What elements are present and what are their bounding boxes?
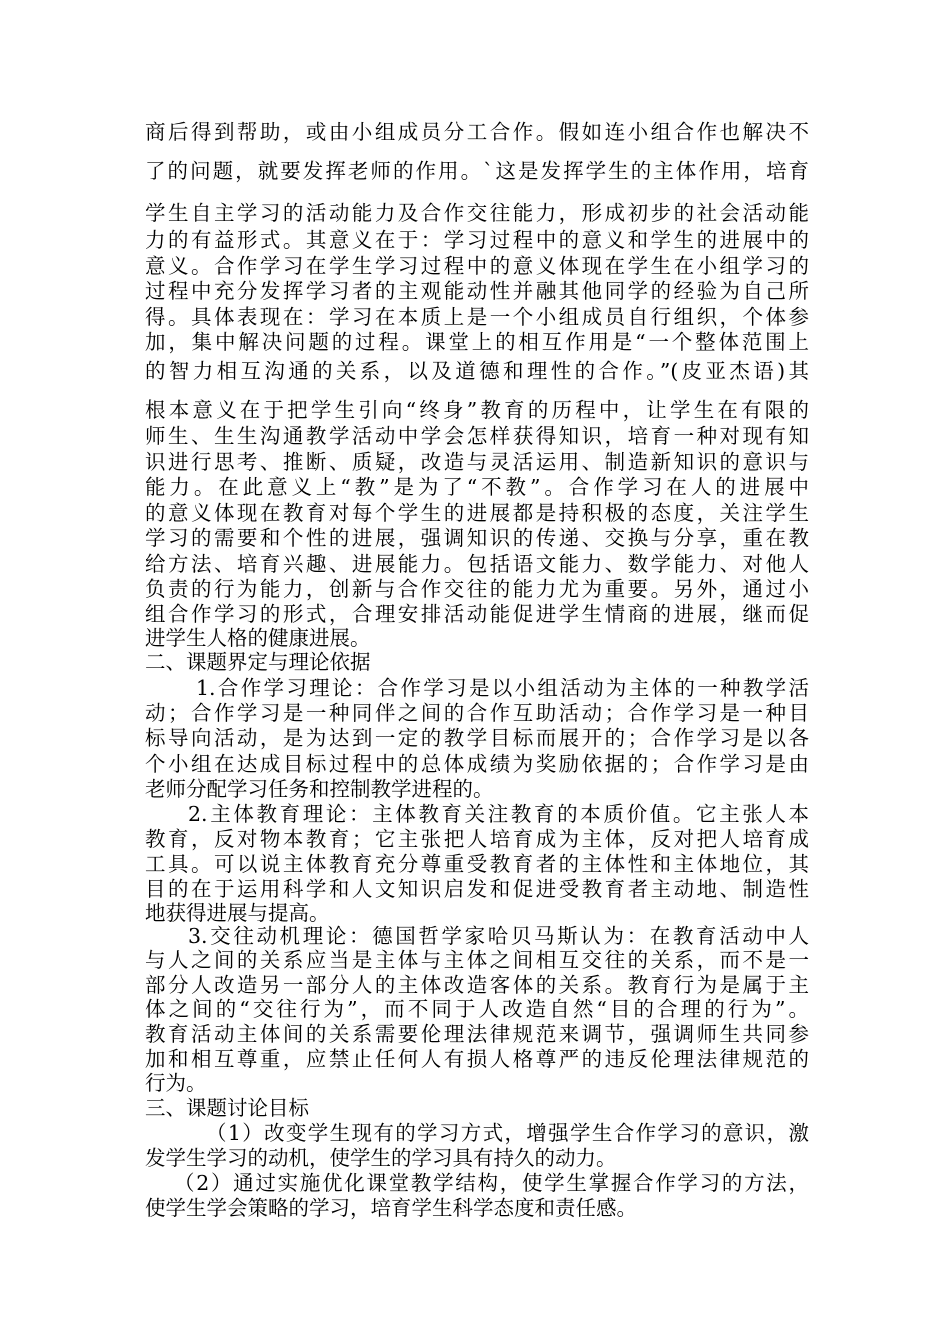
text-line: 得。具体表现在：学习在本质上是一个小组成员自行组织，个体参	[145, 305, 809, 329]
text-line: 部分人改造另一部分人的主体改造客体的关系。教育行为是属于主	[145, 973, 809, 997]
text-line: 3.交往动机理论：德国哲学家哈贝马斯认为：在教育活动中人	[188, 924, 809, 948]
text-line: 老师分配学习任务和控制教学进程的。	[145, 777, 494, 801]
text-line: 教育活动主体间的关系需要伦理法律规范来调节，强调师生共同参	[145, 1022, 809, 1046]
text-line: 的意义体现在教育对每个学生的进展都是持积极的态度，关注学生	[145, 501, 809, 525]
section-heading: 三、课题讨论目标	[145, 1096, 309, 1120]
text-line: 力的有益形式。其意义在于：学习过程中的意义和学生的进展中的	[145, 228, 809, 252]
text-line: 发学生学习的动机，使学生的学习具有持久的动力。	[145, 1146, 617, 1170]
text-line: 了的问题，就要发挥老师的作用。`这是发挥学生的主体作用，培育	[145, 159, 809, 183]
text-line: 师生、生生沟通教学活动中学会怎样获得知识，培育一种对现有知	[145, 424, 809, 448]
text-line: 过程中充分发挥学习者的主观能动性并融其他同学的经验为自己所	[145, 279, 809, 303]
text-line: 学习的需要和个性的进展，强调知识的传递、交换与分享，重在教	[145, 526, 809, 550]
text-line: 工具。可以说主体教育充分尊重受教育者的主体性和主体地位，其	[145, 852, 809, 876]
text-line: 能力。在此意义上“教”是为了“不教”。合作学习在人的进展中	[145, 475, 809, 499]
text-line: 加，集中解决问题的过程。课堂上的相互作用是“一个整体范围上	[145, 330, 809, 354]
text-line: 行为。	[145, 1071, 207, 1095]
text-line: 2.主体教育理论：主体教育关注教育的本质价值。它主张人本	[188, 802, 809, 826]
text-line: 进学生人格的健康进展。	[145, 626, 371, 650]
text-line: 体之间的“交往行为”，而不同于人改造自然“目的合理的行为”。	[145, 997, 809, 1021]
text-line: 目的在于运用科学和人文知识启发和促进受教育者主动地、制造性	[145, 877, 809, 901]
text-line: 加和相互尊重，应禁止任何人有损人格尊严的违反伦理法律规范的	[145, 1047, 809, 1071]
text-line: 标导向活动，是为达到一定的教学目标而展开的；合作学习是以各	[145, 726, 809, 750]
text-line: 动；合作学习是一种同伴之间的合作互助活动；合作学习是一种目	[145, 701, 809, 725]
text-line: 负责的行为能力，创新与合作交往的能力尤为重要。另外，通过小	[145, 577, 809, 601]
text-line: 的智力相互沟通的关系，以及道德和理性的合作。”(皮亚杰语)其	[145, 359, 809, 383]
text-line: （1）改变学生现有的学习方式，增强学生合作学习的意识，激	[206, 1121, 809, 1145]
text-line: 给方法、培育兴趣、进展能力。包括语文能力、数学能力、对他人	[145, 552, 809, 576]
text-line: 根本意义在于把学生引向“终身”教育的历程中，让学生在有限的	[145, 398, 809, 422]
text-line: 组合作学习的形式，合理安排活动能促进学生情商的进展，继而促	[145, 602, 809, 626]
section-heading: 二、课题界定与理论依据	[145, 650, 371, 674]
text-line: 个小组在达成目标过程中的总体成绩为奖励依据的；合作学习是由	[145, 752, 809, 776]
text-line: 使学生学会策略的学习，培育学生科学态度和责任感。	[145, 1196, 637, 1220]
text-line: 学生自主学习的活动能力及合作交往能力，形成初步的社会活动能	[145, 201, 809, 225]
text-line: （2）通过实施优化课堂教学结构，使学生掌握合作学习的方法，	[174, 1171, 809, 1195]
text-line: 意义。合作学习在学生学习过程中的意义体现在学生在小组学习的	[145, 254, 809, 278]
text-line: 与人之间的关系应当是主体与主体之间相互交往的关系，而不是一	[145, 948, 809, 972]
text-line: 识进行思考、推断、质疑，改造与灵活运用、制造新知识的意识与	[145, 450, 809, 474]
text-line: 1.合作学习理论：合作学习是以小组活动为主体的一种教学活	[196, 676, 809, 700]
text-line: 商后得到帮助，或由小组成员分工合作。假如连小组合作也解决不	[145, 120, 809, 144]
text-line: 教育，反对物本教育；它主张把人培育成为主体，反对把人培育成	[145, 827, 809, 851]
text-line: 地获得进展与提高。	[145, 901, 330, 925]
